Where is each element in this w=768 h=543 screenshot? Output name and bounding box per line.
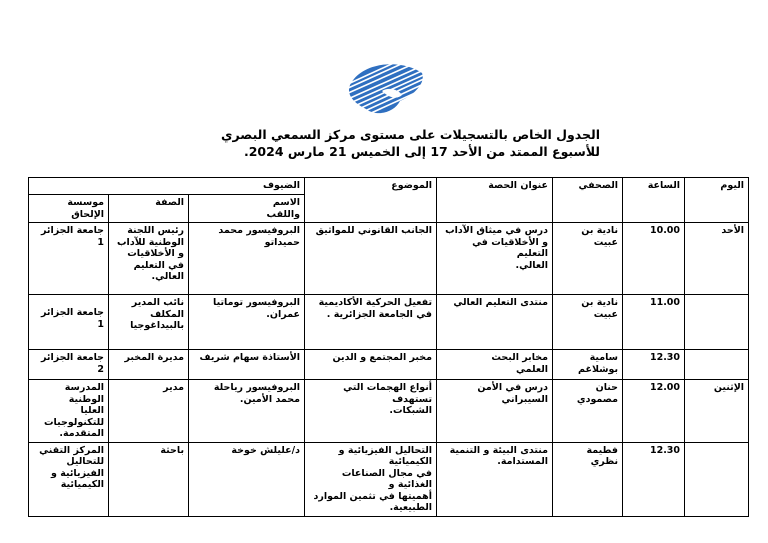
cell-guest-institution: جامعة الجزائر 1 [29, 223, 109, 295]
cell-day [685, 442, 749, 516]
title-line-2: للأسبوع الممتد من الأحد 17 إلى الخميس 21 مارس 2024. [243, 144, 600, 159]
cell-guest-role: رئيس اللجنة الوطنية للآداب و الأخلاقيات في التعليم العالي. [109, 223, 189, 295]
schedule-table [28, 177, 749, 517]
title-line-1: الجدول الخاص بالتسجيلات على مستوى مركز السمعي البصري [221, 127, 600, 142]
cell-guest-institution: جامعة الجزائر 2 [29, 350, 109, 380]
cell-guest-name: البروفيسور رياحلة محمد الأمين. [189, 380, 305, 443]
table-row [29, 380, 749, 443]
cell-journalist: فطيمة نظري [553, 442, 623, 516]
cell-time: 12.30 [623, 350, 685, 380]
header-guest-name: الاسم واللقب [189, 195, 305, 223]
cell-guest-name: الأستاذة سهام شريف [189, 350, 305, 380]
cell-journalist: سامية بوشلاغم [553, 350, 623, 380]
header-session-title: عنوان الحصة [437, 178, 553, 223]
cell-topic: تفعيل الحركية الأكاديمية في الجامعة الجزائرية . [305, 295, 437, 350]
table-row [29, 223, 749, 295]
cell-guest-institution: المركز التقني للتحاليل الفيزيائية و الكيميائية [29, 442, 109, 516]
header-guest-institution: موسسة الإلحاق [29, 195, 109, 223]
university-logo [340, 55, 432, 121]
cell-guest-name: البروفيسور توماتيا عمران. [189, 295, 305, 350]
cell-time: 12.00 [623, 380, 685, 443]
table-row [29, 442, 749, 516]
header-day: اليوم [685, 178, 749, 223]
cell-journalist: حنان مصمودي [553, 380, 623, 443]
cell-topic: مخبر المجتمع و الدين [305, 350, 437, 380]
document-title [180, 126, 600, 160]
cell-guest-name: البروفيسور محمد حميداتو [189, 223, 305, 295]
cell-topic: التحاليل الفيزيائية و الكيميائية في مجال الصناعات الغذائية و أهميتها في تثمين الموارد الطبيعية. [305, 442, 437, 516]
cell-session-title: مخابر البحث العلمي [437, 350, 553, 380]
cell-journalist: نادية بن عبيت [553, 295, 623, 350]
cell-guest-institution: المدرسة الوطنية العليا للتكنولوجيات المتقدمة. [29, 380, 109, 443]
cell-day: الإثنين [685, 380, 749, 443]
cell-session-title: منتدى البيئة و التنمية المستدامة. [437, 442, 553, 516]
header-time: الساعة [623, 178, 685, 223]
cell-topic: أنواع الهجمات التي تستهدف الشبكات. [305, 380, 437, 443]
cell-session-title: درس في ميثاق الآداب و الأخلاقيات في التعليم العالي. [437, 223, 553, 295]
cell-topic: الجانب القانوني للمواثيق [305, 223, 437, 295]
cell-session-title: منتدى التعليم العالي [437, 295, 553, 350]
header-guest-role: الصفة [109, 195, 189, 223]
cell-time: 12.30 [623, 442, 685, 516]
cell-day [685, 295, 749, 350]
cell-time: 10.00 [623, 223, 685, 295]
cell-session-title: درس في الأمن السيبراني [437, 380, 553, 443]
cell-guest-role: باحثة [109, 442, 189, 516]
cell-guest-role: مديرة المخبر [109, 350, 189, 380]
cell-guest-institution: جامعة الجزائر 1 [29, 295, 109, 350]
logo-stripes [346, 60, 428, 119]
table-row [29, 295, 749, 350]
cell-guest-name: د/عليلش خوخة [189, 442, 305, 516]
cell-journalist: نادية بن عبيت [553, 223, 623, 295]
header-journalist: الصحفي [553, 178, 623, 223]
cell-guest-role: نائب المدير المكلف بالبيداغوجيا [109, 295, 189, 350]
cell-time: 11.00 [623, 295, 685, 350]
table-row [29, 350, 749, 380]
cell-guest-role: مدير [109, 380, 189, 443]
header-row [29, 178, 749, 195]
header-topic: الموضوع [305, 178, 437, 223]
cell-day [685, 350, 749, 380]
header-guests: الضيوف [29, 178, 305, 195]
cell-day: الأحد [685, 223, 749, 295]
